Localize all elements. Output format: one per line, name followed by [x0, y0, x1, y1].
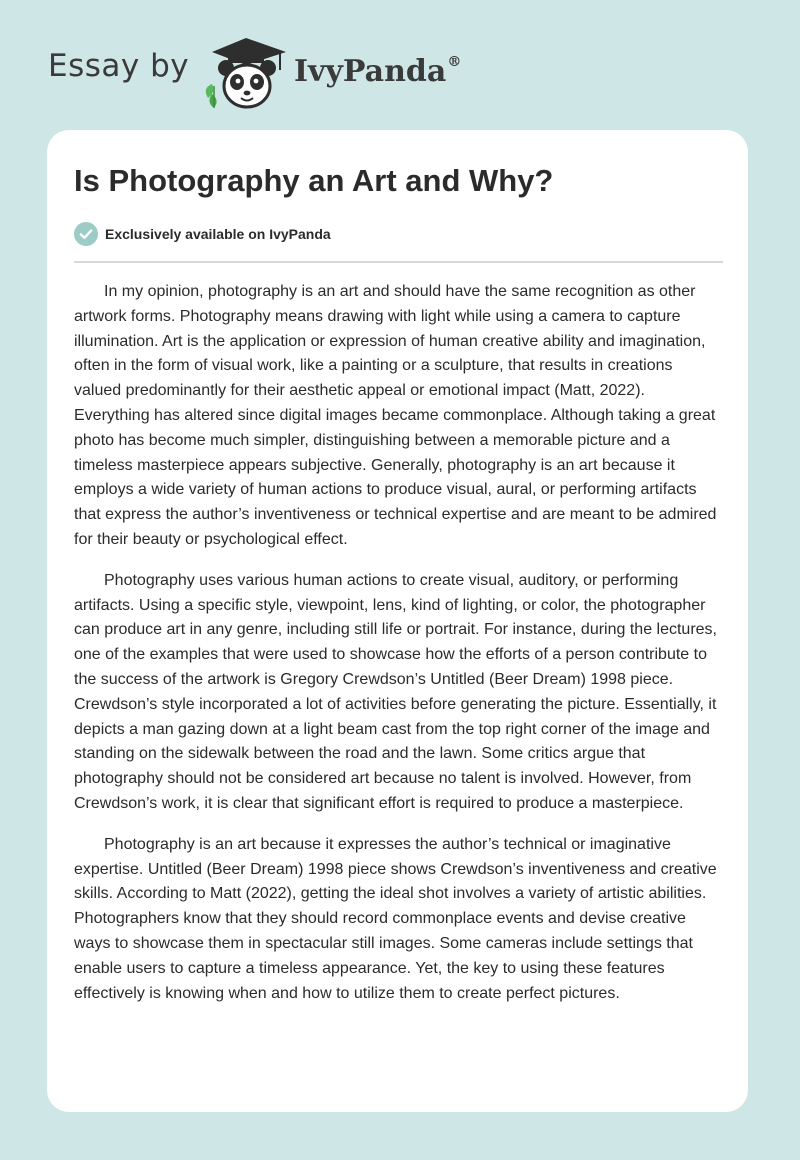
brand-name-text: IvyPanda — [294, 54, 447, 89]
site-header — [48, 34, 548, 114]
paragraph-1: In my opinion, photography is an art and should have the same recognition as other artwork forms. Photography means drawing with light while using a camera to capture illumination. Art is the application or expression of human creative ability and imagination, often in the form of visual work, like a painting or a sculpture, that results in creations valued predominantly for their aesthetic appeal or emotional impact (Matt, 2022). Everything has altered since digital images became commonplace. Although taking a great photo has become much simpler, distinguishing between a memorable picture and a timeless masterpiece appears subjective. Generally, photography is an art because it employs a wide variety of human actions to produce visual, aural, or performing artifacts that express the author’s inventiveness or technical expertise and are meant to be admired for their beauty or psychological effect. — [74, 283, 717, 548]
essay-by-label: Essay by — [48, 48, 190, 84]
divider — [74, 261, 723, 263]
registered-mark: ® — [447, 54, 462, 70]
paragraph-3: Photography is an art because it expresses the author’s technical or imaginative expertise. Untitled (Beer Dream) 1998 piece shows Crewdson’s inventiveness and creative skills. According to Matt (2022), getting the ideal shot involves a variety of artistic abilities. Photographers know that they should record commonplace events and devise creative ways to showcase them in spectacular still images. Some cameras include settings that enable users to capture a timeless appearance. Yet, the key to using these features effectively is knowing when and how to utilize them to create perfect pictures. — [74, 835, 717, 1002]
paragraph-2: Photography uses various human actions to create visual, auditory, or performing artifacts. Using a specific style, viewpoint, lens, kind of lighting, or color, the photographer can produce art in any genre, including still life or portrait. For instance, during the lectures, one of the examples that were used to showcase how the efforts of a person contribute to the success of the artwork is Gregory Crewdson’s Untitled (Beer Dream) 1998 piece. Crewdson’s style incorporated a lot of activities before generating the picture. Essentially, it depicts a man gazing down at a light beam cast from the top right corner of the image and standing on the sidewalk between the road and the lawn. Some critics argue that photography should not be considered art because no talent is involved. However, from Crewdson’s work, it is clear that significant effort is required to produce a masterpiece. — [74, 571, 717, 812]
page-title: Is Photography an Art and Why? — [74, 163, 554, 198]
essay-card — [47, 130, 748, 1112]
check-circle-icon — [74, 222, 98, 246]
essay-body — [74, 280, 724, 1022]
exclusive-badge-label: Exclusively available on IvyPanda — [105, 226, 331, 242]
panda-graduate-logo-icon[interactable] — [200, 34, 292, 110]
exclusive-badge — [74, 222, 331, 246]
brand-name[interactable] — [294, 54, 461, 89]
